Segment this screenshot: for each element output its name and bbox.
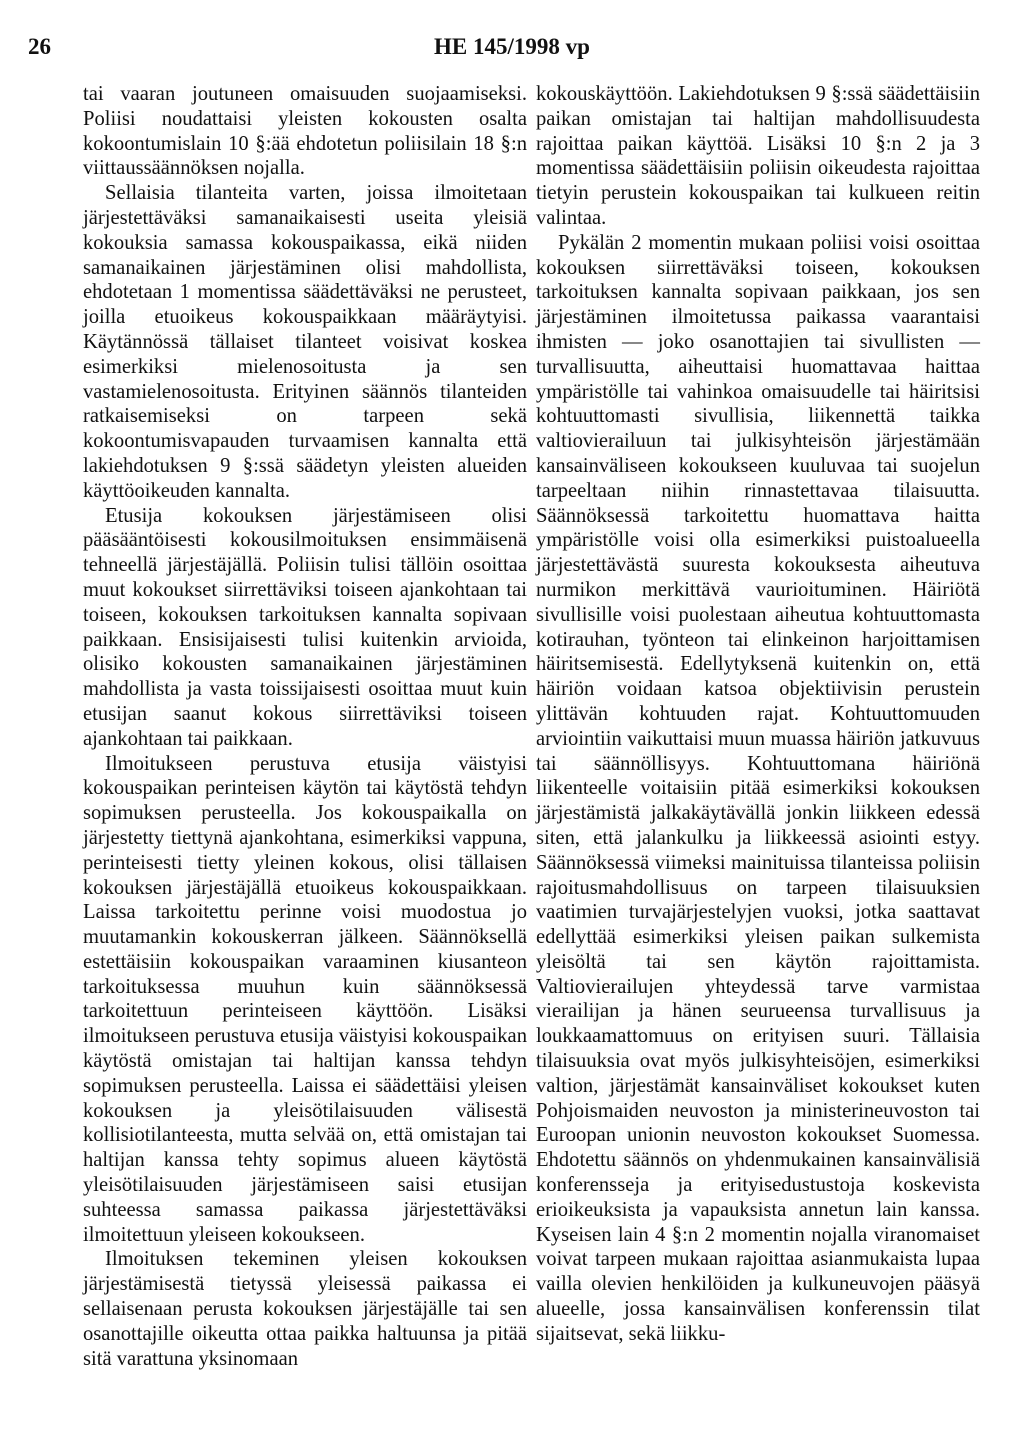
paragraph: Ilmoitukseen perustuva etusija väistyisi kokouspaikan perinteisen käytön tai käytöstä tehdyn sopimuksen perusteella. Jos kokouspaikalla on järjestetty tiettynä ajankohtana, esimerkiksi vappuna, perinteisesti tietty yleinen kokous, olisi tällaisen kokouksen järjestäjällä etuoikeus kokouspaikkaan. Laissa tarkoitettu perinne voisi muodostua jo muutamankin kokouskerran jälkeen. Säännöksellä estettäisiin kokouspaikan varaaminen kiusanteon tarkoituksessa muuhun kuin säännöksessä tarkoitettuun perinteiseen käyttöön. Lisäksi ilmoitukseen perustuva etusija väistyisi kokouspaikan käytöstä omistajan tai haltijan kanssa tehdyn sopimuksen perusteella. Laissa ei säädettäisi yleisen kokouksen ja yleisötilaisuuden välisestä kollisiotilanteesta, mutta selvää on, että omistajan tai haltijan kanssa tehty sopimus alueen käytöstä yleisötilaisuuden järjestämiseen saisi etusijan suhteessa samassa paikassa järjestettäväksi ilmoitettuun yleiseen kokoukseen.: [83, 752, 527, 1246]
paragraph: Etusija kokouksen järjestämiseen olisi pääsääntöisesti kokousilmoituksen ensimmäisenä tehneellä järjestäjällä. Poliisin tulisi tällöin osoittaa muut kokoukset siirrettäviksi toiseen ajankohtaan tai toiseen, kokouksen tarkoituksen kannalta sopivaan paikkaan. Ensisijaisesti tulisi kuitenkin arvioida, olisiko kokousten samanaikainen järjestäminen mahdollista ja vasta toissijaisesti osoittaa muut kuin etusijan saanut kokous siirrettäviksi toiseen ajankohtaan tai paikkaan.: [83, 504, 527, 750]
paragraph: Pykälän 2 momentin mukaan poliisi voisi osoittaa kokouksen siirrettäväksi toiseen, kokouksen tarkoituksen kannalta sopivaan paikkaan, jos sen järjestäminen ilmoitetussa paikassa vaarantaisi ihmisten — joko osanottajien tai sivullisten — turvallisuutta, aiheuttaisi huomattavaa haittaa ympäristölle tai vahinkoa omaisuudelle tai häiritsisi kohtuuttomasti sivullisia, liikennettä taikka valtiovierailuun tai julkisyhteisön järjestämään kansainväliseen kokoukseen kuuluvaa tai suojelun tarpeeltaan niihin rinnastettavaa tilaisuutta. Säännöksessä tarkoitettu huomattava haitta ympäristölle voisi olla esimerkiksi puistoalueella järjestettävästä suuresta kokouksesta aiheutuva nurmikon merkittävä vaurioituminen. Häiriötä sivullisille voisi puolestaan aiheutua kohtuuttomasta kotirauhan, työnteon tai elinkeinon harjoittamisen häiritsemisestä. Edellytyksenä kuitenkin on, että häiriön voidaan katsoa objektiivisin perustein ylittävän kohtuuden rajat. Kohtuuttomuuden arviointiin vaikuttaisi muun muassa häiriön jatkuvuus tai säännöllisyys. Kohtuuttomana häiriönä liikenteelle voitaisiin pitää esimerkiksi kokouksen järjestämistä jalkakäytävällä jonkin liikkeen edessä siten, että jalankulku ja liikkeessä asiointi estyy. Säännöksessä viimeksi mainituissa tilanteissa poliisin rajoitusmahdollisuus on tarpeen tilaisuuksien vaatimien turvajärjestelyjen vuoksi, jotka saattavat edellyttää esimerkiksi yleisen paikan sulkemista yleisöltä tai sen käytön rajoittamista. Valtiovierailujen yhteydessä tarve varmistaa vierailijan ja hänen seurueensa turvallisuus ja loukkaamattomuus on erityisen suuri. Tällaisia tilaisuuksia ovat myös julkisyhteisöjen, esimerkiksi valtion, järjestämät kansainväliset kokoukset kuten Pohjoismaiden neuvoston ja ministerineuvoston tai Euroopan unionin neuvoston kokoukset Suomessa. Ehdotettu säännös on yhdenmukainen kansainvälisiä konferensseja ja erityisedustustoja koskevista erioikeuksista ja vapauksista annetun lain kanssa. Kyseisen lain 4 §:n 2 momentin nojalla viranomaiset voivat tarpeen mukaan rajoittaa asianmukaista lupaa vailla olevien henkilöiden ja kulkuneuvojen pääsyä alueelle, jossa kansainvälisen konferenssin tilat sijaitsevat, sekä liikku-: [536, 231, 980, 1345]
paragraph: Ilmoituksen tekeminen yleisen kokouksen järjestämisestä tietyssä yleisessä paikassa ei sellaisenaan perusta kokouksen järjestäjälle tai sen osanottajille oikeutta ottaa paikka haltuunsa ja pitää sitä varattuna yksinomaan: [83, 1248, 527, 1370]
paragraph: Sellaisia tilanteita varten, joissa ilmoitetaan järjestettäväksi samanaikaisesti useita yleisiä kokouksia samassa kokouspaikassa, eikä niiden samanaikainen järjestäminen olisi mahdollista, ehdotetaan 1 momentissa säädettäväksi ne perusteet, joilla etuoikeus kokouspaikkaan määräytyisi. Käytännössä tällaiset tilanteet voisivat koskea esimerkiksi mielenosoitusta ja sen vastamielenosoitusta. Erityinen säännös tilanteiden ratkaisemiseksi on tarpeen sekä kokoontumisvapauden turvaamisen kannalta että lakiehdotuksen 9 §:ssä säädetyn yleisten alueiden käyttöoikeuden kannalta.: [83, 182, 527, 502]
page-number: 26: [28, 34, 51, 59]
paragraph: kokouskäyttöön. Lakiehdotuksen 9 §:ssä säädettäisiin paikan omistajan tai haltijan mahdollisuudesta rajoittaa paikan käyttöä. Lisäksi 10 §:n 2 ja 3 momentissa säädettäisiin poliisin oikeudesta rajoittaa tietyin perustein kokouspaikan tai kulkueen reitin valintaa.: [536, 83, 980, 229]
document-id: HE 145/1998 vp: [434, 34, 590, 59]
left-column: [83, 82, 527, 1371]
paragraph: tai vaaran joutuneen omaisuuden suojaamiseksi. Poliisi noudattaisi yleisten kokousten osalta kokoontumislain 10 §:ää ehdotetun poliisilain 18 §:n viittaussäännöksen nojalla.: [83, 83, 527, 180]
right-column: [536, 82, 980, 1347]
